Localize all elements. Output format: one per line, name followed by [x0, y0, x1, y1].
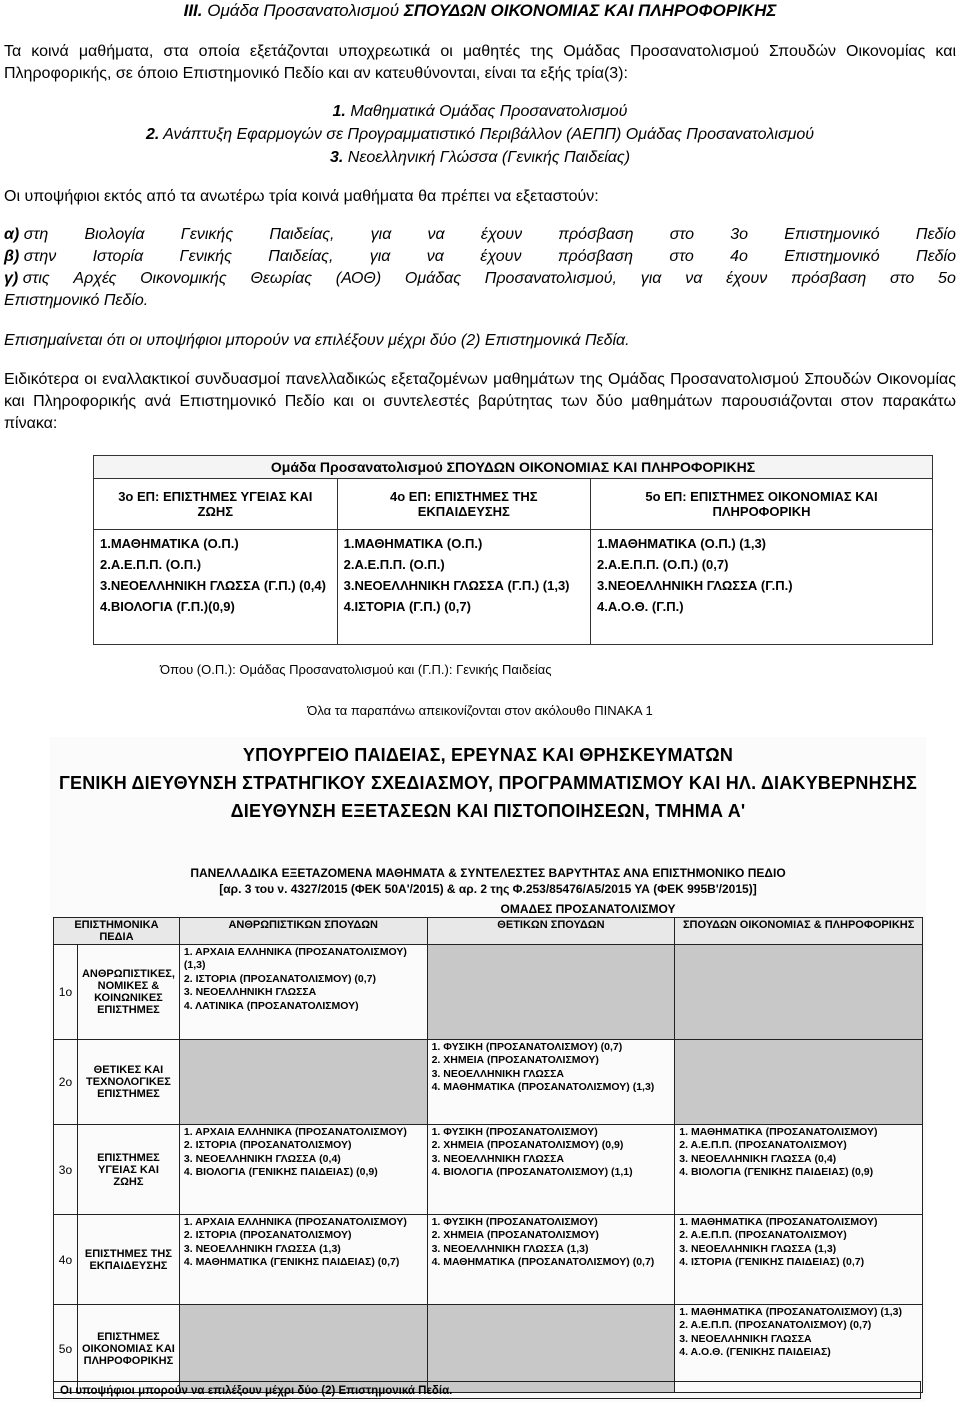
subject-item: 3. ΝΕΟΕΛΛΗΝΙΚΗ ΓΛΩΣΣΑ: [431, 1152, 564, 1165]
subject-item: 1. ΦΥΣΙΚΗ (ΠΡΟΣΑΝΑΤΟΛΙΣΜΟΥ) (0,7): [431, 1041, 623, 1053]
section-title: [0, 0, 960, 22]
subject-item: 4. ΛΑΤΙΝΙΚΑ (ΠΡΟΣΑΝΑΤΟΛΙΣΜΟΥ): [183, 999, 359, 1012]
subjects-cell-eco: [675, 1305, 923, 1393]
note-paragraph: Επισημαίνεται ότι οι υποψήφιοι μπορούν να επιλέξουν μέχρι δύο (2) Επιστημονικά Πεδία.: [4, 332, 630, 349]
table1-cell-3: 1.ΜΑΘΗΜΑΤΙΚΑ (Ο.Π.) 2.Α.Ε.Π.Π. (Ο.Π.) 3.ΝΕΟΕΛΛΗΝΙΚΗ ΓΛΩΣΣΑ (Γ.Π.) (0,4) 4.ΒΙΟΛΟΓΙΑ (Γ.Π.)(0,9): [94, 530, 338, 645]
option-word: έχουν: [480, 248, 522, 265]
option-word: Επιστημονικό: [784, 248, 880, 265]
table1-header: Ομάδα Προσανατολισμού ΣΠΟΥΔΩΝ ΟΙΚΟΝΟΜΙΑΣ ΚΑΙ ΠΛΗΡΟΦΟΡΙΚΗΣ: [94, 456, 933, 479]
subject-item: 4. ΒΙΟΛΟΓΙΑ (ΓΕΝΙΚΗΣ ΠΑΙΔΕΙΑΣ) (0,9): [183, 1166, 378, 1179]
option-word: να: [426, 248, 444, 265]
option-c: γ) στις Αρχές Οικονομικής Θεωρίας (ΑΟΘ) Ομάδας Προσανατολισμού, για να έχουν πρόσβαση στο 5ο: [4, 268, 956, 290]
subject-item: 4. ΜΑΘΗΜΑΤΙΚΑ (ΠΡΟΣΑΝΑΤΟΛΙΣΜΟΥ) (1,3): [431, 1081, 655, 1094]
details-paragraph: Ειδικότερα οι εναλλακτικοί συνδυασμοί πανελλαδικώς εξεταζομένων μαθημάτων της Ομάδας Προσανατολισμού Σπουδών Οικονομίας και Πληροφορικής ανά Επιστημονικό Πεδίο και οι συντελεστές βαρύτητας των δύο μαθημάτων παρουσιάζονται στον παρακάτω πίνακα:: [4, 371, 956, 432]
option-c-tail: Επιστημονικό Πεδίο.: [4, 292, 149, 309]
title-bold: ΣΠΟΥΔΩΝ ΟΙΚΟΝΟΜΙΑΣ ΚΑΙ ΠΛΗΡΟΦΟΡΙΚΗΣ: [403, 1, 777, 20]
field-number: 2ο: [54, 1040, 78, 1125]
option-word: Οικονομικής: [140, 270, 227, 287]
option-word: Παιδείας,: [268, 248, 334, 265]
t2-col-hum: ΑΝΘΡΩΠΙΣΤΙΚΩΝ ΣΠΟΥΔΩΝ: [179, 918, 427, 945]
option-word: Αρχές: [73, 270, 117, 287]
option-b: β) στην Ιστορία Γενικής Παιδείας, για να έχουν πρόσβαση στο 4ο Επιστημονικό Πεδίο: [4, 246, 956, 268]
table-row: [54, 1040, 923, 1125]
subjects-cell-hum: [179, 1215, 427, 1305]
subject-item: 4. ΙΣΤΟΡΙΑ (ΓΕΝΙΚΗΣ ΠΑΙΔΕΙΑΣ) (0,7): [679, 1256, 865, 1269]
title-prefix: III.: [183, 1, 203, 20]
option-word: Ομάδας: [404, 270, 462, 287]
option-key: γ): [4, 270, 19, 287]
subject-item: 2. Α.Ε.Π.Π. (ΠΡΟΣΑΝΑΤΟΛΙΣΜΟΥ) (0,7): [679, 1319, 872, 1332]
option-word: πρόσβαση: [558, 226, 634, 243]
subject-item: 2. ΧΗΜΕΙΑ (ΠΡΟΣΑΝΑΤΟΛΙΣΜΟΥ) (0,9): [431, 1139, 624, 1152]
option-word: Προσανατολισμού,: [484, 270, 617, 287]
subject-item: 4. ΒΙΟΛΟΓΙΑ (ΠΡΟΣΑΝΑΤΟΛΙΣΜΟΥ) (1,1): [431, 1166, 633, 1179]
option-word: Πεδίο: [916, 248, 956, 265]
subjects-cell-hum: [179, 1305, 427, 1393]
table-2-region: [50, 737, 926, 1402]
field-name: ΕΠΙΣΤΗΜΕΣ ΟΙΚΟΝΟΜΙΑΣ ΚΑΙ ΠΛΗΡΟΦΟΡΙΚΗΣ: [77, 1305, 179, 1393]
table1-col-5: 5ο ΕΠ: ΕΠΙΣΤΗΜΕΣ ΟΙΚΟΝΟΜΙΑΣ ΚΑΙ ΠΛΗΡΟΦΟΡΙΚΗ: [591, 479, 933, 530]
table1-col-3: 3ο ΕΠ: ΕΠΙΣΤΗΜΕΣ ΥΓΕΙΑΣ ΚΑΙ ΖΩΗΣ: [94, 479, 338, 530]
options-block: [4, 224, 956, 312]
subjects-cell-hum: [179, 1125, 427, 1215]
option-key: α): [4, 226, 20, 243]
common-subject-2: 2. Ανάπτυξη Εφαρμογών σε Προγραμματιστικό Περιβάλλον (ΑΕΠΠ) Ομάδας Προσανατολισμού: [145, 126, 815, 143]
option-word: Ιστορία: [92, 248, 144, 265]
subject-item: 2. ΙΣΤΟΡΙΑ (ΠΡΟΣΑΝΑΤΟΛΙΣΜΟΥ): [183, 1229, 352, 1242]
subject-item: 2. ΙΣΤΟΡΙΑ (ΠΡΟΣΑΝΑΤΟΛΙΣΜΟΥ): [183, 1139, 352, 1152]
subject-item: 3. ΝΕΟΕΛΛΗΝΙΚΗ ΓΛΩΣΣΑ: [183, 986, 317, 999]
field-number: 3ο: [54, 1125, 78, 1215]
common-subject-1: 1. Μαθηματικά Ομάδας Προσανατολισμού: [332, 103, 628, 120]
table1-col-4: 4ο ΕΠ: ΕΠΙΣΤΗΜΕΣ ΤΗΣ ΕΚΠΑΙΔΕΥΣΗΣ: [337, 479, 590, 530]
subject-item: 3. ΝΕΟΕΛΛΗΝΙΚΗ ΓΛΩΣΣΑ (1,3): [183, 1242, 341, 1255]
option-word: στο: [669, 248, 694, 265]
field-number: 4ο: [54, 1215, 78, 1305]
subject-item: 2. ΧΗΜΕΙΑ (ΠΡΟΣΑΝΑΤΟΛΙΣΜΟΥ): [431, 1054, 599, 1067]
subject-item: 4. ΜΑΘΗΜΑΤΙΚΑ (ΠΡΟΣΑΝΑΤΟΛΙΣΜΟΥ) (0,7): [431, 1256, 655, 1269]
option-word: Γενικής: [180, 226, 234, 243]
field-name: ΑΝΘΡΩΠΙΣΤΙΚΕΣ, ΝΟΜΙΚΕΣ & ΚΟΙΝΩΝΙΚΕΣ ΕΠΙΣΤΗΜΕΣ: [77, 945, 179, 1040]
subject-item: 3. ΝΕΟΕΛΛΗΝΙΚΗ ΓΛΩΣΣΑ (0,4): [679, 1152, 837, 1165]
subjects-cell-sci: [427, 1040, 675, 1125]
t2-col-sci: ΘΕΤΙΚΩΝ ΣΠΟΥΔΩΝ: [427, 918, 675, 945]
subjects-cell-sci: [427, 1215, 675, 1305]
common-subjects-list: [0, 100, 960, 169]
subject-item: 2. ΧΗΜΕΙΑ (ΠΡΟΣΑΝΑΤΟΛΙΣΜΟΥ): [431, 1229, 599, 1242]
subject-item: 2. ΙΣΤΟΡΙΑ (ΠΡΟΣΑΝΑΤΟΛΙΣΜΟΥ) (0,7): [183, 972, 376, 985]
option-word: πρόσβαση: [557, 248, 634, 265]
subjects-cell-eco: [675, 945, 923, 1040]
option-word: έχουν: [480, 226, 523, 243]
table2-subtitle: ΠΑΝΕΛΛΑΔΙΚΑ ΕΞΕΤΑΖΟΜΕΝΑ ΜΑΘΗΜΑΤΑ & ΣΥΝΤΕΛΕΣΤΕΣ ΒΑΡΥΤΗΤΑΣ ΑΝΑ ΕΠΙΣΤΗΜΟΝΙΚΟ ΠΕΔΙΟ: [190, 866, 786, 880]
subjects-cell-sci: [427, 945, 675, 1040]
table-2: [53, 917, 923, 1393]
option-key: β): [4, 248, 20, 265]
table1-footnote: Όπου (Ο.Π.): Ομάδας Προσανατολισμού και (Γ.Π.): Γενικής Παιδείας: [160, 662, 552, 677]
extra-intro: Οι υποψήφιοι εκτός από τα ανωτέρω τρία κοινά μαθήματα θα πρέπει να εξεταστούν:: [4, 188, 599, 205]
subject-item: 3. ΝΕΟΕΛΛΗΝΙΚΗ ΓΛΩΣΣΑ (1,3): [431, 1242, 589, 1255]
subjects-cell-hum: [179, 1040, 427, 1125]
table2-footer: Οι υποψήφιοι μπορούν να επιλέξουν μέχρι δύο (2) Επιστημονικά Πεδία.: [53, 1381, 921, 1399]
table1-cell-4: 1.ΜΑΘΗΜΑΤΙΚΑ (Ο.Π.) 2.Α.Ε.Π.Π. (Ο.Π.) 3.ΝΕΟΕΛΛΗΝΙΚΗ ΓΛΩΣΣΑ (Γ.Π.) (1,3) 4.ΙΣΤΟΡΙΑ (Γ.Π.) (0,7): [337, 530, 590, 645]
subjects-cell-eco: [675, 1125, 923, 1215]
field-name: ΕΠΙΣΤΗΜΕΣ ΤΗΣ ΕΚΠΑΙΔΕΥΣΗΣ: [77, 1215, 179, 1305]
option-word: Πεδίο: [915, 226, 956, 243]
subject-item: 3. ΝΕΟΕΛΛΗΝΙΚΗ ΓΛΩΣΣΑ (0,4): [183, 1152, 341, 1165]
subject-item: 1. ΜΑΘΗΜΑΤΙΚΑ (ΠΡΟΣΑΝΑΤΟΛΙΣΜΟΥ): [679, 1216, 878, 1228]
table-row: [54, 1125, 923, 1215]
option-a: α) στη Βιολογία Γενικής Παιδείας, για να έχουν πρόσβαση στο 3ο Επιστημονικό Πεδίο: [4, 224, 956, 246]
field-number: 5ο: [54, 1305, 78, 1393]
option-word: 3ο: [730, 226, 749, 243]
option-word: να: [427, 226, 445, 243]
option-word: Παιδείας,: [269, 226, 335, 243]
subject-item: 3. ΝΕΟΕΛΛΗΝΙΚΗ ΓΛΩΣΣΑ: [679, 1332, 812, 1345]
subjects-cell-eco: [675, 1040, 923, 1125]
subjects-cell-hum: [179, 945, 427, 1040]
option-word: Θεωρίας: [250, 270, 313, 287]
subject-item: 1. ΜΑΘΗΜΑΤΙΚΑ (ΠΡΟΣΑΝΑΤΟΛΙΣΜΟΥ): [679, 1126, 878, 1138]
subject-item: 1. ΑΡΧΑΙΑ ΕΛΛΗΝΙΚΑ (ΠΡΟΣΑΝΑΤΟΛΙΣΜΟΥ): [183, 1216, 407, 1228]
subject-item: 4. ΒΙΟΛΟΓΙΑ (ΓΕΝΙΚΗΣ ΠΑΙΔΕΙΑΣ) (0,9): [679, 1166, 874, 1179]
subjects-cell-sci: [427, 1305, 675, 1393]
table2-groups-header: ΟΜΑΔΕΣ ΠΡΟΣΑΝΑΤΟΛΙΣΜΟΥ: [500, 902, 676, 916]
option-word: Βιολογία: [84, 226, 145, 243]
table2-law-ref: [αρ. 3 του ν. 4327/2015 (ΦΕΚ 50Α'/2015) & αρ. 2 της Φ.253/85476/Α5/2015 ΥΑ (ΦΕΚ 995Β'/2015)]: [219, 882, 757, 896]
table-row: [54, 1305, 923, 1393]
option-word: για: [370, 226, 392, 243]
option-word: στο: [889, 270, 915, 287]
field-number: 1ο: [54, 945, 78, 1040]
field-name: ΘΕΤΙΚΕΣ ΚΑΙ ΤΕΧΝΟΛΟΓΙΚΕΣ ΕΠΙΣΤΗΜΕΣ: [77, 1040, 179, 1125]
option-word: 5ο: [938, 270, 956, 287]
subject-item: 3. ΝΕΟΕΛΛΗΝΙΚΗ ΓΛΩΣΣΑ: [431, 1067, 564, 1080]
subjects-cell-eco: [675, 1215, 923, 1305]
subjects-cell-sci: [427, 1125, 675, 1215]
subject-item: 3. ΝΕΟΕΛΛΗΝΙΚΗ ΓΛΩΣΣΑ (1,3): [679, 1242, 837, 1255]
subject-item: 2. Α.Ε.Π.Π. (ΠΡΟΣΑΝΑΤΟΛΙΣΜΟΥ): [679, 1229, 847, 1242]
option-word: στο: [669, 226, 695, 243]
table-row: [54, 945, 923, 1040]
title-italic: Ομάδα Προσανατολισμού: [207, 1, 400, 20]
option-word: πρόσβαση: [791, 270, 867, 287]
common-subject-3: 3. Νεοελληνική Γλώσσα (Γενικής Παιδείας): [329, 149, 631, 166]
ministry-heading: ΥΠΟΥΡΓΕΙΟ ΠΑΙΔΕΙΑΣ, ΕΡΕΥΝΑΣ ΚΑΙ ΘΡΗΣΚΕΥΜΑΤΩΝ ΓΕΝΙΚΗ ΔΙΕΥΘΥΝΣΗ ΣΤΡΑΤΗΓΙΚΟΥ ΣΧΕΔΙΑΣΜΟΥ, ΠΡΟΓΡΑΜΜΑΤΙΣΜΟΥ ΚΑΙ ΗΛ. ΔΙΑΚΥΒΕΡΝΗΣΗΣ ΔΙΕΥΘΥΝΣΗ ΕΞΕΤΑΣΕΩΝ ΚΑΙ ΠΙΣΤΟΠΟΙΗΣΕΩΝ, ΤΜΗΜΑ Α': [58, 745, 918, 821]
option-word: Γενικής: [179, 248, 232, 265]
t2-col-fields: ΕΠΙΣΤΗΜΟΝΙΚΑ ΠΕΔΙΑ: [54, 918, 180, 945]
option-word: έχουν: [726, 270, 768, 287]
table2-caption: Όλα τα παραπάνω απεικονίζονται στον ακόλουθο ΠΙΝΑΚΑ 1: [307, 703, 653, 718]
subject-item: 4. Α.Ο.Θ. (ΓΕΝΙΚΗΣ ΠΑΙΔΕΙΑΣ): [679, 1346, 831, 1359]
option-word: (ΑΟΘ): [335, 270, 382, 287]
subject-item: 1. ΦΥΣΙΚΗ (ΠΡΟΣΑΝΑΤΟΛΙΣΜΟΥ): [431, 1126, 598, 1138]
subject-item: 1. ΜΑΘΗΜΑΤΙΚΑ (ΠΡΟΣΑΝΑΤΟΛΙΣΜΟΥ) (1,3): [679, 1306, 902, 1318]
t2-col-eco: ΣΠΟΥΔΩΝ ΟΙΚΟΝΟΜΙΑΣ & ΠΛΗΡΟΦΟΡΙΚΗΣ: [675, 918, 923, 945]
subject-item: 4. ΜΑΘΗΜΑΤΙΚΑ (ΓΕΝΙΚΗΣ ΠΑΙΔΕΙΑΣ) (0,7): [183, 1256, 400, 1269]
option-word: Επιστημονικό: [784, 226, 880, 243]
subject-item: 1. ΑΡΧΑΙΑ ΕΛΛΗΝΙΚΑ (ΠΡΟΣΑΝΑΤΟΛΙΣΜΟΥ): [183, 1126, 407, 1138]
option-word: για: [369, 248, 391, 265]
intro-paragraph: Τα κοινά μαθήματα, στα οποία εξετάζονται υποχρεωτικά οι μαθητές της Ομάδας Προσανατολισμού Σπουδών Οικονομίας και Πληροφορικής, σε όποιο Επιστημονικό Πεδίο και αν κατευθύνονται, είναι τα εξής τρία(3):: [4, 43, 956, 82]
table-1: [93, 455, 933, 645]
table1-cell-5: 1.ΜΑΘΗΜΑΤΙΚΑ (Ο.Π.) (1,3) 2.Α.Ε.Π.Π. (Ο.Π.) (0,7) 3.ΝΕΟΕΛΛΗΝΙΚΗ ΓΛΩΣΣΑ (Γ.Π.) 4.Α.Ο.Θ. (Γ.Π.): [591, 530, 933, 645]
field-name: ΕΠΙΣΤΗΜΕΣ ΥΓΕΙΑΣ ΚΑΙ ΖΩΗΣ: [77, 1125, 179, 1215]
subject-item: 2. Α.Ε.Π.Π. (ΠΡΟΣΑΝΑΤΟΛΙΣΜΟΥ): [679, 1139, 847, 1152]
table-row: [54, 1215, 923, 1305]
option-word: να: [685, 270, 703, 287]
option-word: για: [640, 270, 662, 287]
subject-item: 1. ΦΥΣΙΚΗ (ΠΡΟΣΑΝΑΤΟΛΙΣΜΟΥ): [431, 1216, 598, 1228]
subject-item: 1. ΑΡΧΑΙΑ ΕΛΛΗΝΙΚΑ (ΠΡΟΣΑΝΑΤΟΛΙΣΜΟΥ) (1,3): [183, 946, 407, 972]
option-word: 4ο: [730, 248, 748, 265]
